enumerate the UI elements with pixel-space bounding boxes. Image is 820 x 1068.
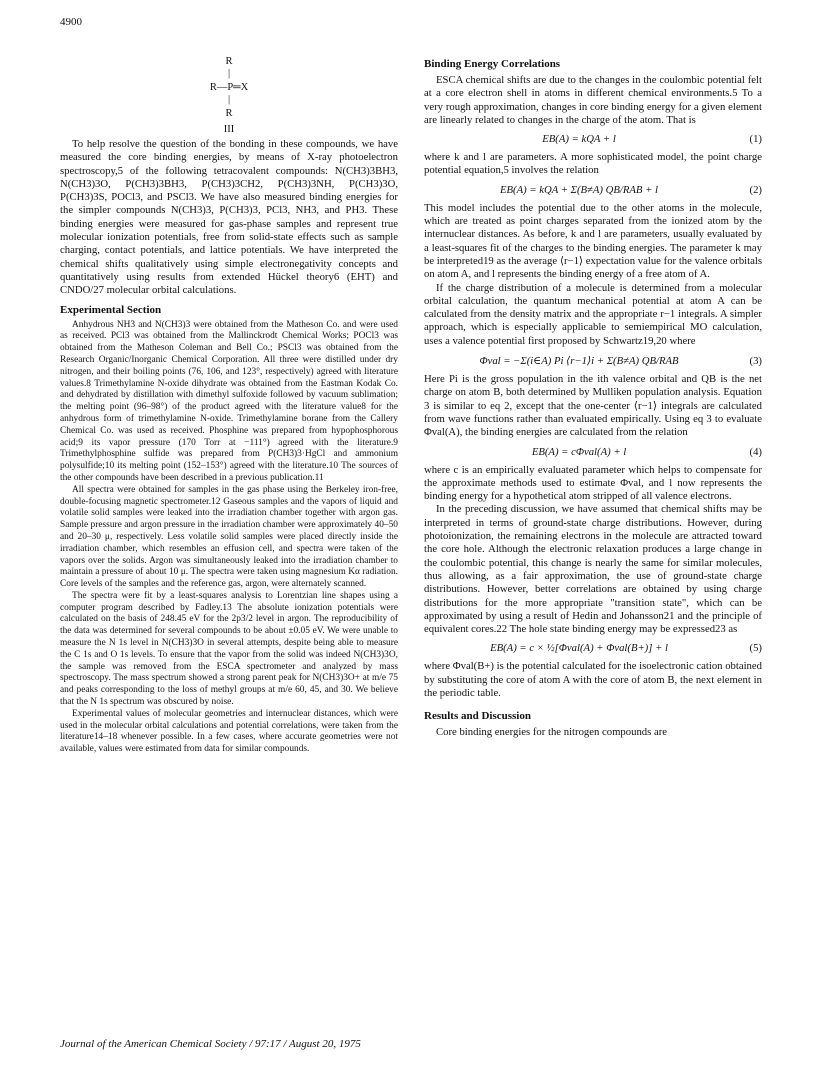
equation-3: [424, 354, 762, 367]
paragraph-4: If the charge distribution of a molecule is determined from a molecular orbital calculation, the quantum mechanical potential at atom A can be calculated from the density matrix and the appropriate r−1 integrals. A simpler approach, which is especially applicable to semiempirical MO calculation, uses a valence potential first proposed by Schwartz19,20 where: [424, 281, 762, 347]
equation-5-number: (5): [749, 642, 762, 655]
equation-5: [424, 642, 762, 654]
paragraph-3: This model includes the potential due to the other atoms in the molecule, which are treated as point charges separated from the ionized atom by the internuclear distances. As before, k and l are parameters, usually evaluated by a least-squares fit of the charges to the binding energies. The parameter k may be interpreted19 as the average ⟨r−1⟩ expectation value for the valence orbitals on atom A, and l represents the binding energy of a free atom of A.: [424, 201, 762, 281]
equation-4: [424, 446, 762, 458]
journal-footer: Journal of the American Chemical Society / 97:17 / August 20, 1975: [60, 1038, 361, 1050]
page-number: 4900: [60, 16, 82, 28]
paragraph-8: where Φval(B+) is the potential calculated for the isoelectronic cation obtained by substituting the core of atom A with the core of atom B, the next element in the periodic table.: [424, 660, 762, 699]
equation-2-expr: EB(A) = kQA + Σ(B≠A) QB/RAB + l: [499, 183, 658, 196]
equation-1: [424, 133, 762, 145]
experimental-paragraph-1: Anhydrous NH3 and N(CH3)3 were obtained from the Matheson Co. and were used as received. PCl3 was obtained from the Mallinckrodt Chemical Works; POCl3 was obtained from the Matheson Coleman and Bell Co.; PSCl3 was obtained from the Research Organic/Inorganic Chemical Corporation. All three were distilled under dry nitrogen, and their boiling points (76, 106, and 123°, respectively) agreed with literature values.8 Trimethylamine N-oxide dihydrate was obtained from the Eastman Kodak Co. and dehydrated by distillation with dimethyl sulfoxide followed by vacuum sublimation; the melting point (96–98°) of the product agreed with the literature value8 for the anhydrous form of trimethylamine N-oxide. Trimethylamine borane from the Callery Chemical Co. was used as received. Phosphine was prepared from hypophosphorous acid;9 its vapor pressure (170 Torr at −111°) agreed with the literature.9 Trimethylphosphine sulfide was prepared from P(CH3)3·HgCl and ammonium polysulfide;10 its melting point (152–153°) agreed with the literature.10 The sources of the other compounds have been described in a previous publication.11: [60, 319, 398, 483]
structure-label: III: [223, 124, 235, 135]
structure-r-top: R: [225, 56, 233, 67]
experimental-paragraph-4: Experimental values of molecular geometries and internuclear distances, which were used in the molecular orbital calculations and potential correlations, were taken from the literature14–18 whenever possible. In a few cases, where accurate geometries were not available, values were estimated from data for similar compounds.: [60, 708, 398, 755]
structure-r-bottom: R: [225, 108, 233, 119]
paragraph-5: Here Pi is the gross population in the ith valence orbital and QB is the net charge on atom B, both determined by Mulliken population analysis. Equation 3 is similar to eq 2, except that the one-center ⟨r−1⟩ integrals are calculated from wave functions rather than evaluated empirically. Using eq 3 to evaluate Φval(A), the binding energies are calculated from the relation: [424, 373, 762, 439]
equation-2: [424, 184, 762, 196]
binding-energy-heading: Binding Energy Correlations: [424, 58, 561, 70]
paragraph-1: ESCA chemical shifts are due to the changes in the coulombic potential felt at a core electron shell in atoms in different chemical environments.5 To a very rough approximation, changes in core binding energy for a given element are linearly related to changes in the charge of the atom. That is: [424, 74, 762, 126]
equation-4-number: (4): [749, 445, 762, 458]
experimental-paragraph-2: All spectra were obtained for samples in the gas phase using the Berkeley iron-free, double-focusing magnetic spectrometer.12 Gaseous samples and the vapors of liquid and volatile solid samples were leaked into the irradiation chamber together with argon gas. Sample pressure and argon pressure in the irradiation chamber were approximately 40–50 and 20–30 μ, respectively. Less volatile solid samples were placed directly inside the irradiation chamber, which resembles an effusion cell, and spectra were taken of the vapors over the solids. Argon was simultaneously leaked into the irradiation chamber to maintain a pressure of about 10 μ. The spectra were taken using magnesium Kα radiation. Core levels of the samples and the reference gas, argon, were alternately scanned.: [60, 484, 398, 590]
structure-iii: [60, 50, 398, 138]
bond-line-bottom: |: [227, 94, 231, 105]
equation-3-number: (3): [749, 354, 762, 367]
paragraph-9: Core binding energies for the nitrogen compounds are: [436, 726, 668, 739]
equation-2-number: (2): [749, 183, 762, 196]
equation-5-expr: EB(A) = c × ½[Φval(A) + Φval(B+)] + l: [490, 642, 668, 655]
left-column: [60, 50, 398, 756]
equation-4-expr: EB(A) = cΦval(A) + l: [531, 445, 627, 458]
structure-middle: R—P═X: [209, 82, 249, 93]
paragraph-2: where k and l are parameters. A more sophisticated model, the point charge potential equation,5 involves the relation: [424, 151, 762, 177]
paragraph-7: In the preceding discussion, we have assumed that chemical shifts may be interpreted in terms of ground-state charge distributions. However, during photoionization, the remaining electrons in the molecule are attracted toward the core hole. Although the electronic relaxation produces a large change in the coulombic potential, this change is nearly the same for similar molecules, thus allowing, as a fair approximation, the use of ground-state charge distributions. However, better correlations are obtained by using charge distributions for the more appropriate "transition state", which can be approximated by using a result of Hedin and Johansson21 and the principle of equivalent cores.22 The hole state binding energy may be expressed23 as: [424, 503, 762, 636]
intro-paragraph: To help resolve the question of the bonding in these compounds, we have measured the core binding energies, by means of X-ray photoelectron spectroscopy,5 of the following tetracovalent compounds: N(CH3)3BH3, N(CH3)3O, P(CH3)3BH3, P(CH3)3CH2, P(CH3)3NH, P(CH3)3O, P(CH3)3S, POCl3, and PSCl3. We have also measured binding energies for the simpler compounds N(CH3)3, P(CH3)3, PCl3, NH3, and PH3. These binding energies were measured for gas-phase samples and represent true molecular ionization potentials, free from solid-state effects such as sample charging, contact potentials, and lattice potentials. We have interpreted the chemical shifts qualitatively using simple electronegativity concepts and quantitatively using results from extended Hückel theory6 (EHT) and CNDO/27 molecular orbital calculations.: [60, 138, 398, 297]
equation-1-number: (1): [749, 133, 762, 146]
equation-3-expr: Φval = −Σ(i∈A) Pi ⟨r−1⟩i + Σ(B≠A) QB/RAB: [479, 355, 679, 368]
right-column: [424, 50, 762, 740]
results-heading: Results and Discussion: [424, 710, 531, 723]
paragraph-6: where c is an empirically evaluated parameter which helps to compensate for the approximate methods used to estimate Φval, and l now represents the binding energy for a hypothetical atom stripped of all valence electrons.: [424, 463, 762, 503]
equation-1-expr: EB(A) = kQA + l: [542, 133, 616, 146]
experimental-paragraph-3: The spectra were fit by a least-squares analysis to Lorentzian line shapes using a computer program described by Fadley.13 The absolute ionization potentials were calculated on the basis of 248.45 eV for the 2p3/2 level in argon. The reproducibility of the data was determined for several compounds to be about ±0.05 eV. We were unable to measure the N 1s level in N(CH3)3O in several attempts, despite being able to measure the C 1s and O 1s levels. To ensure that the vapor from the solid was indeed N(CH3)3O, the sample was removed from the ESCA spectrometer and analyzed by mass spectroscopy. The mass spectrum showed a strong parent peak for N(CH3)3O+ at m/e 75 and peaks corresponding to the loss of methyl groups at m/e 60, 45, and 30. We believe that the N 1s spectrum was obscured by noise.: [60, 590, 398, 708]
bond-line-top: |: [227, 68, 231, 79]
experimental-heading: Experimental Section: [60, 303, 162, 316]
